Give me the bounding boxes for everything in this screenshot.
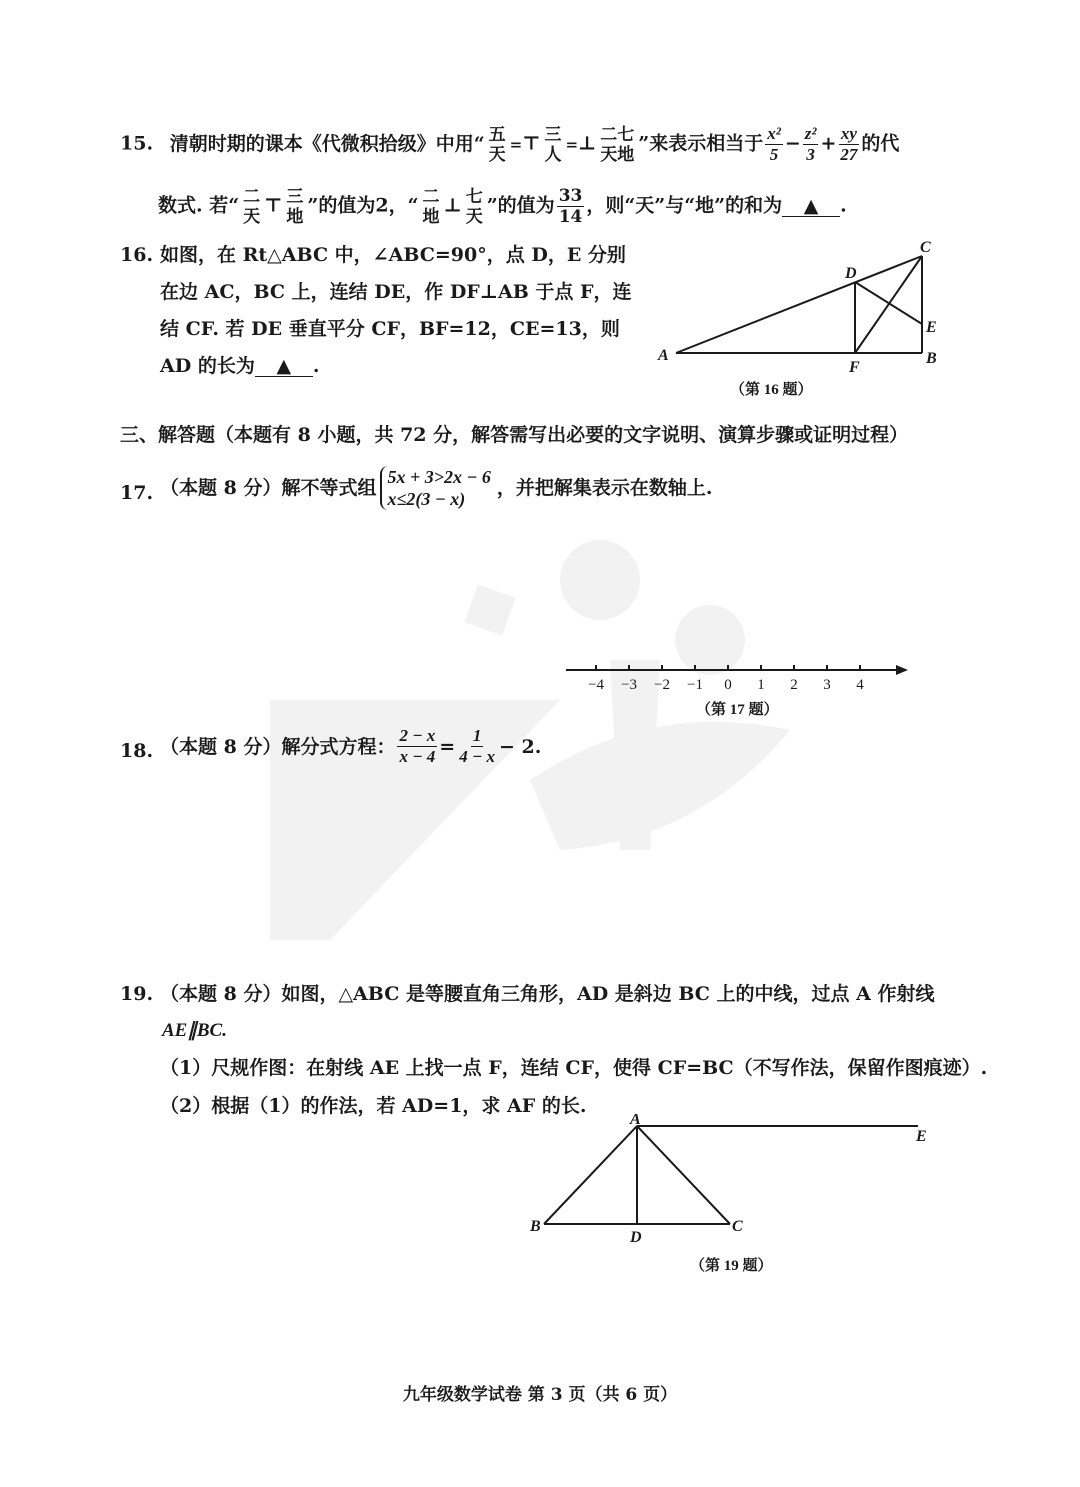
lhs-fraction: $\frac{2 - x}{x - 4}$ [399,726,436,766]
segment-AC [637,1126,730,1224]
rod-numeral-6: 二 地 [422,186,440,227]
axis-tick-label: −4 [588,677,604,693]
q16-number: 16. [120,244,154,266]
answer-blank[interactable]: ▲ [782,196,840,217]
axis-tick-label: 1 [757,677,765,693]
label-F: F [849,359,860,376]
page-footer: 九年级数学试卷 第 3 页（共 6 页） [402,1385,678,1405]
axis-tick-label: 3 [823,677,831,693]
label-D: D [630,1229,642,1246]
q16-line1: 如图，在 Rt△ABC 中，∠ABC=90°，点 D，E 分别 [160,244,626,266]
q16-line3: 结 CF. 若 DE 垂直平分 CF，BF=12，CE=13，则 [160,318,620,340]
expr-term-2: $\frac{\text{z²}}{3}$ [804,124,817,164]
label-C: C [920,239,931,256]
question-number: 15. [120,132,154,155]
label-A: A [630,1114,641,1128]
segment-CF [855,256,922,353]
q18-line: （本题 8 分）解分式方程： $\frac{2 - x}{x - 4}$ = $\frac{1}{4 - x}$ − 2. [160,726,542,766]
q15-line2: 数式. 若“ 二 天 ⊤ 三 地 ”的值为2，“ 二 地 ⊥ 七 天 ”的值为 $\frac{33}{14}$ ，则“天”与“地”的和为 ▲ . [158,186,847,227]
q19-line1: （本题 8 分）如图，△ABC 是等腰直角三角形，AD 是斜边 BC 上的中线，过点 A 作射线 [160,983,935,1005]
q15-text-b: ”来表示相当于 [638,132,764,155]
q19-part1: （1）尺规作图：在射线 AE 上找一点 F，连结 CF，使得 CF=BC（不写作法，保留作图痕迹）. [160,1057,988,1079]
label-E: E [926,319,937,336]
label-B: B [926,350,937,367]
q16-line4: AD 的长为 ▲ . [160,355,320,377]
segment-AB [544,1126,637,1224]
axis-tick-label: 4 [856,677,864,693]
axis-tick-label: 0 [724,677,732,693]
segment-AC [676,256,922,353]
q19-number: 19. [120,983,154,1005]
label-C: C [732,1218,743,1235]
axis-tick-label: 2 [790,677,798,693]
arrow-icon [896,665,908,675]
expr-term-1: $\frac{\text{x²}}{5}$ [767,124,781,164]
q17-line: （本题 8 分）解不等式组 5x + 3>2x − 6 x≤2(3 − x) ，并把解集表示在数轴上. [160,467,713,509]
axis-tick-label: −3 [621,677,637,693]
expr-term-3: $\frac{xy}{27}$ [840,124,858,164]
inequality-system: 5x + 3>2x − 6 x≤2(3 − x) [380,466,490,510]
q15-line1: 15. 清朝时期的课本《代微积拾级》中用“ 五 天 =⊤ 三 人 =⊥ 二七 天地 ”来表示相当于 $\frac{\text{x²}}{5}$ − $\frac{\text{z²}}{3}$ + $\frac{xy}{27}$ 的代 [120,124,900,165]
q19-line2: AE∥BC. [162,1020,227,1041]
rod-numeral-5: 三 地 [286,186,304,227]
label-E: E [916,1128,927,1145]
axis-tick-label: −1 [687,677,703,693]
rod-numeral-7: 七 天 [465,186,483,227]
q17-number: 17. [120,482,154,504]
q19-part2: （2）根据（1）的作法，若 AD=1，求 AF 的长. [160,1095,587,1117]
q15-text-c: 的代 [861,132,900,155]
q16-line2: 在边 AC，BC 上，连结 DE，作 DF⊥AB 于点 F，连 [160,281,632,303]
q16-figure [650,232,950,412]
label-D: D [845,265,857,282]
section-heading: 三、解答题（本题有 8 小题，共 72 分，解答需写出必要的文字说明、演算步骤或证明过程） [120,424,909,446]
rod-numeral-1: 五 天 [488,124,506,165]
value-fraction: $\frac{33}{14}$ [558,186,583,227]
label-A: A [658,347,669,364]
q15-text-a: 清朝时期的课本《代微积拾级》中用“ [169,132,485,155]
rhs-fraction: $\frac{1}{4 - x}$ [459,726,495,766]
q18-number: 18. [120,740,154,762]
figure-caption: （第 16 题） [730,382,813,398]
answer-blank[interactable]: ▲ [255,356,313,377]
rod-numeral-3: 二七 天地 [600,124,635,165]
label-B: B [530,1218,541,1235]
q19-figure [520,1114,940,1284]
figure-caption: （第 19 题） [690,1258,773,1274]
number-line [560,656,920,726]
axis-tick-label: −2 [654,677,670,693]
figure-caption: （第 17 题） [696,702,779,718]
rod-numeral-4: 二 天 [243,186,261,227]
rod-numeral-2: 三 人 [544,124,562,165]
